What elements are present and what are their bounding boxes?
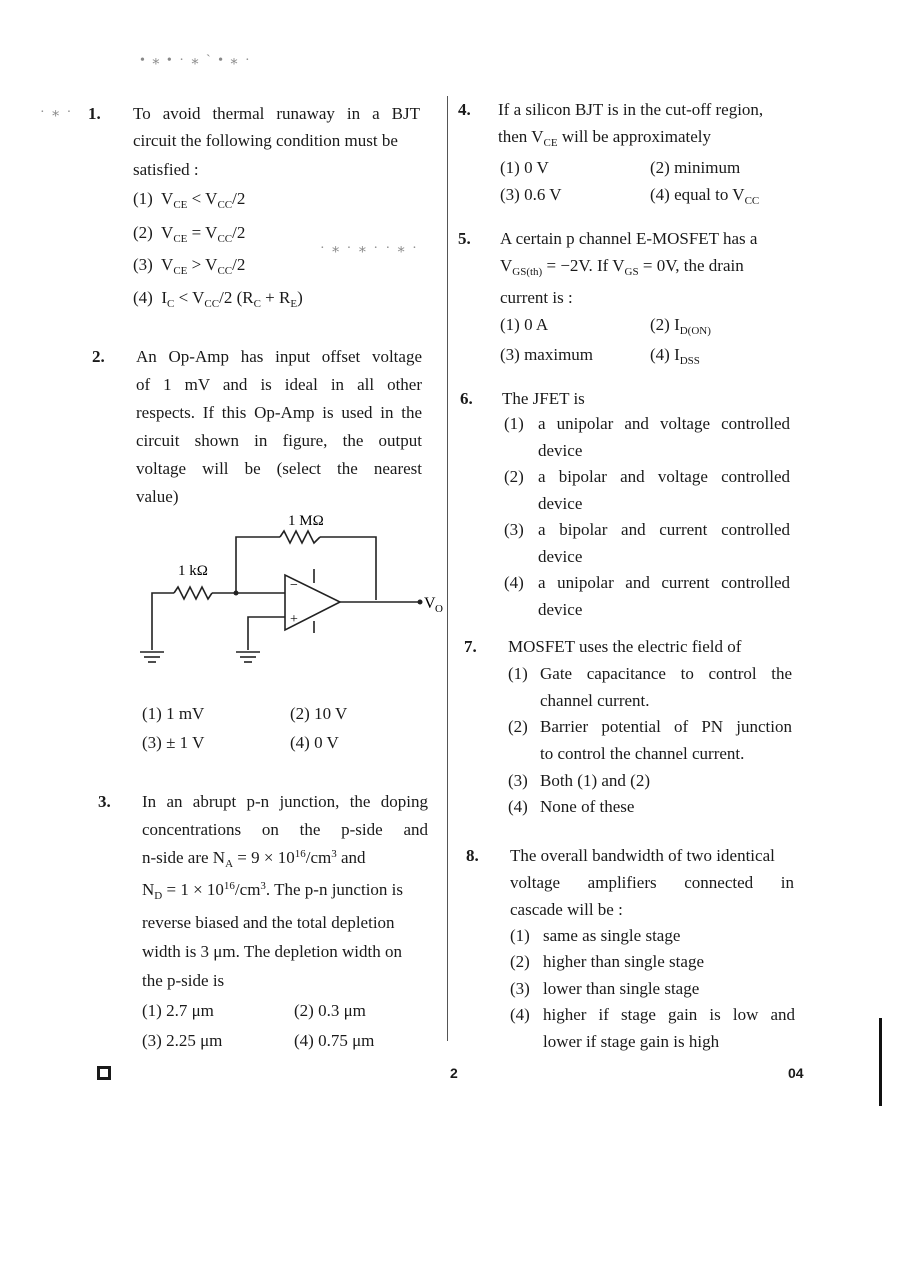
option-2: (2) 10 V: [290, 704, 348, 723]
option-4-text: None of these: [540, 797, 635, 816]
question-stem-line: $V_{GS(th)} = -2V$. If $V_{GS} = 0V$, the drain: [500, 256, 744, 278]
option-3: (3) maximum: [500, 345, 594, 364]
option-3-number: (3): [510, 979, 530, 998]
non-inverting-input-label: +: [290, 612, 298, 627]
question-number: 2.: [92, 347, 105, 366]
option-1: (1) 0 V: [500, 158, 549, 177]
question-number: 7.: [464, 637, 477, 656]
question-stem-line: If a silicon BJT is in the cut-off region,: [498, 100, 764, 119]
option-2: (2) $I_{D(ON)}$: [650, 315, 711, 337]
question-stem-line: satisfied :: [133, 160, 199, 179]
scan-edge-mark: [879, 1018, 882, 1106]
option-1-number: (1): [504, 414, 524, 433]
option-4-number: (4): [504, 573, 524, 592]
question-stem-line: of 1 mV and is ideal in all other: [136, 375, 422, 394]
option-3: (3) $V_{CE} > V_{CC}/2$: [133, 255, 246, 277]
option-3-number: (3): [504, 520, 524, 539]
option-2-text: a bipolar and voltage controlled: [538, 467, 790, 486]
option-2-text: higher than single stage: [543, 952, 704, 971]
question-number: 6.: [460, 389, 473, 408]
option-1-number: (1): [510, 926, 530, 945]
option-3: (3) 0.6 V: [500, 185, 562, 204]
feedback-resistor-label: 1 MΩ: [288, 513, 324, 529]
option-1: (1) 1 mV: [142, 704, 205, 723]
input-resistor-label: 1 kΩ: [178, 563, 208, 579]
option-3-text-cont: device: [538, 547, 583, 566]
option-4-text-cont: lower if stage gain is high: [543, 1032, 720, 1051]
option-4-number: (4): [508, 797, 528, 816]
question-stem-line: cascade will be :: [510, 900, 623, 919]
option-3-number: (3): [508, 771, 528, 790]
question-stem-line: voltage will be (select the nearest: [136, 459, 422, 478]
output-label: V: [424, 595, 436, 612]
option-4: (4) equal to $V_{CC}$: [650, 185, 760, 207]
option-4: (4) 0.75 μm: [294, 1031, 375, 1050]
option-3: (3) ± 1 V: [142, 733, 205, 752]
question-stem-line: respects. If this Op-Amp is used in the: [136, 403, 422, 422]
option-1: (1) 2.7 μm: [142, 1001, 214, 1020]
op-amp-circuit-diagram: [130, 505, 450, 675]
question-stem-line: $N_D = 1 \times 10^{16}/cm^3$. The p-n junction is: [142, 880, 404, 902]
feedback-wire: [320, 537, 376, 600]
scan-noise-mid: · ⁎ · ⁎ · · ⁎ ·: [320, 241, 419, 256]
question-number: 4.: [458, 100, 471, 119]
option-2-text-cont: device: [538, 494, 583, 513]
option-2-number: (2): [510, 952, 530, 971]
output-label-subscript: O: [435, 603, 443, 615]
option-4-text: a unipolar and current controlled: [538, 573, 790, 592]
question-stem-line: current is :: [500, 288, 573, 307]
question-stem-line: An Op-Amp has input offset voltage: [136, 347, 422, 366]
option-2: (2) $V_{CE} = V_{CC}/2$: [133, 223, 246, 245]
question-stem-line: In an abrupt p-n junction, the doping: [142, 792, 428, 811]
question-stem-line: voltage amplifiers connected in: [510, 873, 794, 892]
question-stem-line: circuit the following condition must be: [133, 131, 398, 150]
page-code: 04: [788, 1065, 804, 1081]
feedback-resistor: [280, 531, 320, 543]
option-4-text: higher if stage gain is low and: [543, 1005, 795, 1024]
option-4-number: (4): [510, 1005, 530, 1024]
question-stem-line: reverse biased and the total depletion: [142, 913, 395, 932]
question-stem-line: To avoid thermal runaway in a BJT: [133, 104, 420, 123]
question-stem-line: MOSFET uses the electric field of: [508, 637, 742, 656]
question-stem-line: value): [136, 487, 179, 506]
option-2-number: (2): [504, 467, 524, 486]
option-1: (1) $V_{CE} < V_{CC}/2$: [133, 189, 246, 211]
option-2-text-cont: to control the channel current.: [540, 744, 745, 763]
scan-noise-left: · ⁎ ·: [40, 105, 74, 120]
question-number: 1.: [88, 104, 101, 123]
ground-wire: [248, 617, 285, 650]
option-1: (1) 0 A: [500, 315, 549, 334]
option-2: (2) 0.3 μm: [294, 1001, 366, 1020]
question-stem-line: The JFET is: [502, 389, 585, 408]
option-4: (4) $I_C < V_{CC}/2$ $(R_C + R_E)$: [133, 288, 303, 310]
option-3-text: lower than single stage: [543, 979, 700, 998]
option-1-number: (1): [508, 664, 528, 683]
question-stem-line: n-side are $N_A = 9 \times 10^{16}/cm^3$ and: [142, 848, 366, 870]
question-stem-line: A certain p channel E-MOSFET has a: [500, 229, 758, 248]
option-1-text: Gate capacitance to control the: [540, 664, 792, 683]
question-stem-line: The overall bandwidth of two identical: [510, 846, 775, 865]
option-2-text: Barrier potential of PN junction: [540, 717, 792, 736]
question-stem-line: then $V_{CE}$ will be approximately: [498, 127, 711, 149]
question-number: 3.: [98, 792, 111, 811]
option-3: (3) 2.25 μm: [142, 1031, 223, 1050]
question-stem-line: the p-side is: [142, 971, 225, 990]
option-1-text-cont: device: [538, 441, 583, 460]
question-number: 5.: [458, 229, 471, 248]
question-number: 8.: [466, 846, 479, 865]
page-number: 2: [450, 1065, 458, 1081]
question-stem-line: concentrations on the p-side and: [142, 820, 428, 839]
option-4-text-cont: device: [538, 600, 583, 619]
footer-square-mark: [97, 1066, 111, 1080]
inverting-input-label: −: [290, 578, 298, 593]
junction-dot: [234, 591, 239, 596]
option-1-text: a unipolar and voltage controlled: [538, 414, 790, 433]
question-stem-line: circuit shown in figure, the output: [136, 431, 422, 450]
output-terminal-dot: [418, 600, 423, 605]
option-4: (4) $I_{DSS}$: [650, 345, 700, 367]
feedback-wire: [236, 537, 280, 593]
option-2-number: (2): [508, 717, 528, 736]
input-resistor: [174, 587, 212, 599]
question-stem-line: width is 3 μm. The depletion width on: [142, 942, 403, 961]
option-2: (2) minimum: [650, 158, 741, 177]
option-3-text: Both (1) and (2): [540, 771, 651, 790]
option-1-text-cont: channel current.: [540, 691, 650, 710]
input-wire: [152, 593, 174, 650]
option-4: (4) 0 V: [290, 733, 339, 752]
scan-noise-top: • ⁎ • · ⁎ ` • ⁎ ·: [140, 53, 252, 68]
option-1-text: same as single stage: [543, 926, 681, 945]
option-3-text: a bipolar and current controlled: [538, 520, 790, 539]
